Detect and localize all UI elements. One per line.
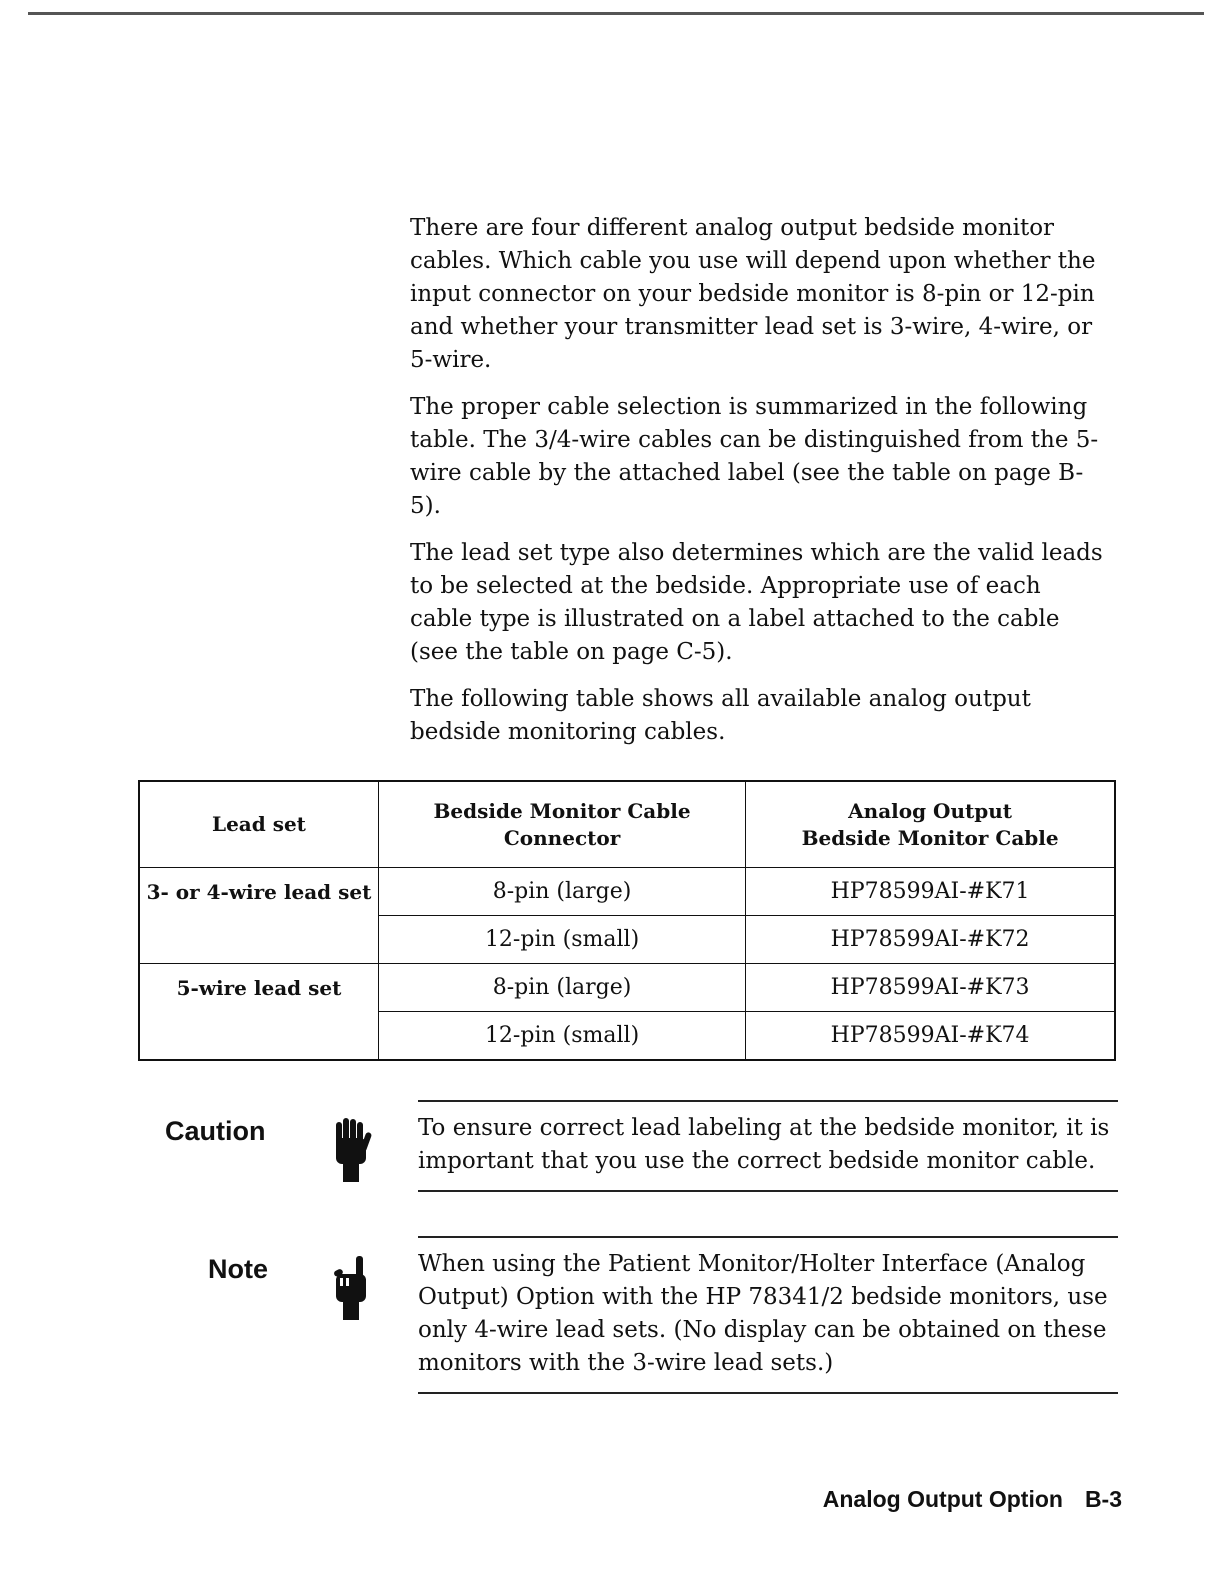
footer-section-title: Analog Output Option: [822, 1486, 1063, 1512]
lead-set-cell: 5-wire lead set: [139, 964, 378, 1061]
header-cable-line2: Bedside Monitor Cable: [801, 825, 1059, 850]
cable-cell: HP78599AI-#K72: [746, 916, 1115, 964]
table-row: [139, 868, 1115, 916]
paragraph-cable-selection: The proper cable selection is summarized in the following table. The 3/4-wire cables can be distinguished from the 5-wire cable by the attached label (see the table on page B-5).: [410, 394, 1099, 519]
note-text: When using the Patient Monitor/Holter Interface (Analog Output) Option with the HP 78341/2 bedside monitors, use only 4-wire lead sets. (No display can be obtained on these monitors with the 3-wire lead sets.): [418, 1251, 1108, 1376]
paragraph-table-intro: The following table shows all available analog output bedside monitoring cables.: [410, 686, 1031, 745]
header-lead-set: [139, 781, 378, 868]
note-label: Note: [208, 1254, 268, 1284]
connector-cell: 8-pin (large): [378, 868, 745, 916]
header-connector: [378, 781, 745, 868]
connector-cell: 12-pin (small): [378, 1012, 745, 1061]
caution-label: Caution: [165, 1116, 266, 1146]
note-box: [418, 1236, 1118, 1394]
connector-cell: 8-pin (large): [378, 964, 745, 1012]
pointing-hand-icon: [332, 1256, 372, 1322]
page-footer: [780, 1486, 1122, 1513]
table-header-row: [139, 781, 1115, 868]
header-cable: [746, 781, 1115, 868]
caution-box: [418, 1100, 1118, 1192]
raised-hand-icon: [332, 1118, 372, 1184]
cable-cell: HP78599AI-#K71: [746, 868, 1115, 916]
top-rule: [28, 12, 1204, 15]
header-lead-set-label: Lead set: [212, 812, 306, 836]
caution-text: To ensure correct lead labeling at the bedside monitor, it is important that you use the correct bedside monitor cable.: [418, 1115, 1110, 1174]
header-connector-line1: Bedside Monitor Cable: [433, 798, 691, 823]
footer-page-number: B-3: [1084, 1486, 1122, 1512]
header-cable-line1: Analog Output: [848, 798, 1013, 823]
table-row: [139, 964, 1115, 1012]
cable-cell: HP78599AI-#K74: [746, 1012, 1115, 1061]
body-text: [410, 212, 1110, 763]
connector-cell: 12-pin (small): [378, 916, 745, 964]
paragraph-intro: There are four different analog output bedside monitor cables. Which cable you use will depend upon whether the input connector on your bedside monitor is 8-pin or 12-pin and whether your transmitter lead set is 3-wire, 4-wire, or 5-wire.: [410, 215, 1096, 373]
cable-selection-table: [138, 780, 1116, 1061]
lead-set-cell: 3- or 4-wire lead set: [139, 868, 378, 964]
cable-cell: HP78599AI-#K73: [746, 964, 1115, 1012]
paragraph-lead-set-type: The lead set type also determines which are the valid leads to be selected at the bedside. Appropriate use of each cable type is illustrated on a label attached to the cable (see the table on page C-5).: [410, 540, 1103, 665]
header-connector-line2: Connector: [503, 825, 621, 850]
